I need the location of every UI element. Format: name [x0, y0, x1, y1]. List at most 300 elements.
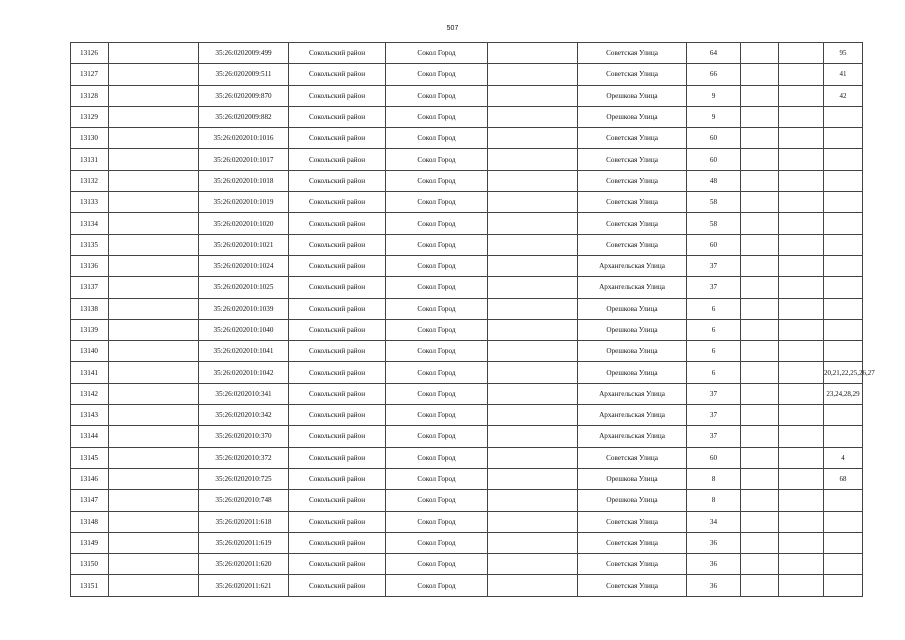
empty-cell	[779, 554, 824, 575]
street-cell: Орешкова Улица	[578, 298, 687, 319]
empty-cell	[488, 64, 578, 85]
row-number-cell: 13128	[71, 85, 109, 106]
apartment-cell	[824, 170, 863, 191]
house-number-cell: 34	[687, 511, 741, 532]
house-number-cell: 60	[687, 128, 741, 149]
apartment-cell: 42	[824, 85, 863, 106]
empty-cell	[741, 64, 779, 85]
row-number-cell: 13150	[71, 554, 109, 575]
row-number-cell: 13130	[71, 128, 109, 149]
city-cell: Сокол Город	[386, 341, 488, 362]
empty-cell	[779, 468, 824, 489]
empty-cell	[488, 277, 578, 298]
row-number-cell: 13140	[71, 341, 109, 362]
street-cell: Орешкова Улица	[578, 85, 687, 106]
empty-cell	[741, 447, 779, 468]
empty-cell	[779, 575, 824, 596]
table-row	[71, 532, 863, 553]
apartment-cell: 95	[824, 43, 863, 64]
cadastral-number-cell: 35:26:0202010:1016	[199, 128, 289, 149]
street-cell: Архангельская Улица	[578, 277, 687, 298]
house-number-cell: 64	[687, 43, 741, 64]
row-number-cell: 13136	[71, 255, 109, 276]
apartment-cell	[824, 319, 863, 340]
cadastral-number-cell: 35:26:0202009:870	[199, 85, 289, 106]
cadastral-number-cell: 35:26:0202011:621	[199, 575, 289, 596]
row-number-cell: 13137	[71, 277, 109, 298]
apartment-cell	[824, 511, 863, 532]
house-number-cell: 9	[687, 106, 741, 127]
empty-cell	[109, 554, 199, 575]
empty-cell	[488, 128, 578, 149]
house-number-cell: 6	[687, 319, 741, 340]
row-number-cell: 13145	[71, 447, 109, 468]
empty-cell	[488, 85, 578, 106]
house-number-cell: 37	[687, 277, 741, 298]
street-cell: Советская Улица	[578, 511, 687, 532]
city-cell: Сокол Город	[386, 468, 488, 489]
empty-cell	[779, 405, 824, 426]
house-number-cell: 36	[687, 554, 741, 575]
row-number-cell: 13126	[71, 43, 109, 64]
house-number-cell: 37	[687, 426, 741, 447]
empty-cell	[741, 149, 779, 170]
row-number-cell: 13132	[71, 170, 109, 191]
cadastral-number-cell: 35:26:0202010:342	[199, 405, 289, 426]
table-row	[71, 554, 863, 575]
street-cell: Советская Улица	[578, 64, 687, 85]
apartment-cell	[824, 575, 863, 596]
empty-cell	[779, 447, 824, 468]
district-cell: Сокольский район	[289, 255, 386, 276]
street-cell: Советская Улица	[578, 447, 687, 468]
empty-cell	[109, 511, 199, 532]
empty-cell	[741, 490, 779, 511]
city-cell: Сокол Город	[386, 362, 488, 383]
cadastral-number-cell: 35:26:0202010:370	[199, 426, 289, 447]
apartment-cell	[824, 490, 863, 511]
table-row	[71, 319, 863, 340]
district-cell: Сокольский район	[289, 362, 386, 383]
empty-cell	[109, 255, 199, 276]
district-cell: Сокольский район	[289, 490, 386, 511]
empty-cell	[741, 106, 779, 127]
table-row	[71, 511, 863, 532]
city-cell: Сокол Город	[386, 319, 488, 340]
district-cell: Сокольский район	[289, 192, 386, 213]
empty-cell	[109, 341, 199, 362]
city-cell: Сокол Город	[386, 298, 488, 319]
city-cell: Сокол Город	[386, 149, 488, 170]
table-row	[71, 255, 863, 276]
cadastral-number-cell: 35:26:0202010:1020	[199, 213, 289, 234]
empty-cell	[109, 213, 199, 234]
empty-cell	[779, 255, 824, 276]
empty-cell	[779, 85, 824, 106]
apartment-cell: 23,24,28,29	[824, 383, 863, 404]
empty-cell	[488, 255, 578, 276]
empty-cell	[741, 554, 779, 575]
house-number-cell: 37	[687, 255, 741, 276]
table-row	[71, 192, 863, 213]
city-cell: Сокол Город	[386, 43, 488, 64]
house-number-cell: 9	[687, 85, 741, 106]
table-row	[71, 170, 863, 191]
empty-cell	[741, 468, 779, 489]
city-cell: Сокол Город	[386, 106, 488, 127]
empty-cell	[779, 170, 824, 191]
district-cell: Сокольский район	[289, 128, 386, 149]
street-cell: Орешкова Улица	[578, 490, 687, 511]
street-cell: Советская Улица	[578, 43, 687, 64]
empty-cell	[779, 426, 824, 447]
street-cell: Советская Улица	[578, 149, 687, 170]
city-cell: Сокол Город	[386, 532, 488, 553]
street-cell: Архангельская Улица	[578, 426, 687, 447]
empty-cell	[741, 575, 779, 596]
table-row	[71, 383, 863, 404]
empty-cell	[741, 234, 779, 255]
apartment-cell: 4	[824, 447, 863, 468]
district-cell: Сокольский район	[289, 85, 386, 106]
cadastral-number-cell: 35:26:0202009:499	[199, 43, 289, 64]
cadastral-number-cell: 35:26:0202010:372	[199, 447, 289, 468]
house-number-cell: 36	[687, 575, 741, 596]
row-number-cell: 13149	[71, 532, 109, 553]
row-number-cell: 13127	[71, 64, 109, 85]
street-cell: Архангельская Улица	[578, 405, 687, 426]
cadastral-number-cell: 35:26:0202010:748	[199, 490, 289, 511]
row-number-cell: 13144	[71, 426, 109, 447]
empty-cell	[779, 106, 824, 127]
district-cell: Сокольский район	[289, 554, 386, 575]
table-row	[71, 362, 863, 383]
empty-cell	[109, 43, 199, 64]
district-cell: Сокольский район	[289, 426, 386, 447]
empty-cell	[109, 106, 199, 127]
empty-cell	[488, 490, 578, 511]
table-row	[71, 43, 863, 64]
empty-cell	[741, 362, 779, 383]
house-number-cell: 66	[687, 64, 741, 85]
row-number-cell: 13142	[71, 383, 109, 404]
street-cell: Советская Улица	[578, 213, 687, 234]
table-row	[71, 149, 863, 170]
empty-cell	[488, 575, 578, 596]
empty-cell	[779, 234, 824, 255]
empty-cell	[109, 575, 199, 596]
empty-cell	[741, 192, 779, 213]
cadastral-number-cell: 35:26:0202010:1024	[199, 255, 289, 276]
district-cell: Сокольский район	[289, 170, 386, 191]
district-cell: Сокольский район	[289, 213, 386, 234]
empty-cell	[488, 511, 578, 532]
empty-cell	[741, 319, 779, 340]
apartment-cell	[824, 405, 863, 426]
empty-cell	[109, 298, 199, 319]
empty-cell	[488, 447, 578, 468]
district-cell: Сокольский район	[289, 43, 386, 64]
apartment-cell	[824, 192, 863, 213]
cadastral-number-cell: 35:26:0202010:1040	[199, 319, 289, 340]
apartment-cell	[824, 255, 863, 276]
empty-cell	[488, 426, 578, 447]
empty-cell	[109, 362, 199, 383]
city-cell: Сокол Город	[386, 405, 488, 426]
apartment-cell	[824, 532, 863, 553]
house-number-cell: 6	[687, 362, 741, 383]
table-row	[71, 106, 863, 127]
city-cell: Сокол Город	[386, 511, 488, 532]
district-cell: Сокольский район	[289, 383, 386, 404]
empty-cell	[488, 234, 578, 255]
city-cell: Сокол Город	[386, 255, 488, 276]
empty-cell	[741, 341, 779, 362]
city-cell: Сокол Город	[386, 128, 488, 149]
cadastral-number-cell: 35:26:0202010:725	[199, 468, 289, 489]
city-cell: Сокол Город	[386, 575, 488, 596]
empty-cell	[488, 341, 578, 362]
empty-cell	[741, 277, 779, 298]
table-row	[71, 468, 863, 489]
apartment-cell	[824, 554, 863, 575]
cadastral-number-cell: 35:26:0202011:619	[199, 532, 289, 553]
district-cell: Сокольский район	[289, 532, 386, 553]
empty-cell	[109, 277, 199, 298]
empty-cell	[488, 192, 578, 213]
empty-cell	[779, 383, 824, 404]
city-cell: Сокол Город	[386, 234, 488, 255]
table-row	[71, 64, 863, 85]
apartment-cell	[824, 277, 863, 298]
row-number-cell: 13151	[71, 575, 109, 596]
empty-cell	[741, 213, 779, 234]
district-cell: Сокольский район	[289, 575, 386, 596]
district-cell: Сокольский район	[289, 319, 386, 340]
row-number-cell: 13133	[71, 192, 109, 213]
house-number-cell: 37	[687, 383, 741, 404]
empty-cell	[109, 149, 199, 170]
row-number-cell: 13135	[71, 234, 109, 255]
cadastral-number-cell: 35:26:0202010:341	[199, 383, 289, 404]
cadastral-number-cell: 35:26:0202010:1039	[199, 298, 289, 319]
row-number-cell: 13147	[71, 490, 109, 511]
street-cell: Орешкова Улица	[578, 319, 687, 340]
street-cell: Орешкова Улица	[578, 341, 687, 362]
street-cell: Орешкова Улица	[578, 468, 687, 489]
empty-cell	[779, 341, 824, 362]
empty-cell	[779, 149, 824, 170]
apartment-cell: 41	[824, 64, 863, 85]
house-number-cell: 60	[687, 234, 741, 255]
house-number-cell: 6	[687, 298, 741, 319]
house-number-cell: 60	[687, 149, 741, 170]
empty-cell	[741, 85, 779, 106]
city-cell: Сокол Город	[386, 64, 488, 85]
empty-cell	[488, 405, 578, 426]
district-cell: Сокольский район	[289, 234, 386, 255]
city-cell: Сокол Город	[386, 192, 488, 213]
district-cell: Сокольский район	[289, 149, 386, 170]
table-row	[71, 447, 863, 468]
district-cell: Сокольский район	[289, 106, 386, 127]
table-row	[71, 298, 863, 319]
house-number-cell: 36	[687, 532, 741, 553]
cadastral-number-cell: 35:26:0202009:511	[199, 64, 289, 85]
empty-cell	[741, 298, 779, 319]
row-number-cell: 13141	[71, 362, 109, 383]
table-row	[71, 128, 863, 149]
empty-cell	[109, 192, 199, 213]
empty-cell	[779, 298, 824, 319]
apartment-cell	[824, 128, 863, 149]
apartment-cell: 68	[824, 468, 863, 489]
empty-cell	[109, 490, 199, 511]
row-number-cell: 13138	[71, 298, 109, 319]
empty-cell	[488, 383, 578, 404]
house-number-cell: 48	[687, 170, 741, 191]
cadastral-number-cell: 35:26:0202010:1018	[199, 170, 289, 191]
house-number-cell: 58	[687, 192, 741, 213]
house-number-cell: 8	[687, 490, 741, 511]
cadastral-number-cell: 35:26:0202010:1019	[199, 192, 289, 213]
cadastral-number-cell: 35:26:0202010:1041	[199, 341, 289, 362]
empty-cell	[109, 170, 199, 191]
city-cell: Сокол Город	[386, 170, 488, 191]
empty-cell	[741, 532, 779, 553]
apartment-cell	[824, 213, 863, 234]
empty-cell	[488, 319, 578, 340]
empty-cell	[779, 532, 824, 553]
empty-cell	[109, 234, 199, 255]
empty-cell	[741, 405, 779, 426]
table-row	[71, 405, 863, 426]
empty-cell	[741, 426, 779, 447]
street-cell: Советская Улица	[578, 170, 687, 191]
empty-cell	[779, 43, 824, 64]
city-cell: Сокол Город	[386, 85, 488, 106]
cadastral-number-cell: 35:26:0202010:1025	[199, 277, 289, 298]
street-cell: Советская Улица	[578, 575, 687, 596]
house-number-cell: 6	[687, 341, 741, 362]
empty-cell	[109, 426, 199, 447]
empty-cell	[109, 468, 199, 489]
apartment-cell	[824, 149, 863, 170]
table-row	[71, 234, 863, 255]
cadastral-number-cell: 35:26:0202009:882	[199, 106, 289, 127]
row-number-cell: 13146	[71, 468, 109, 489]
district-cell: Сокольский район	[289, 447, 386, 468]
cadastral-number-cell: 35:26:0202010:1042	[199, 362, 289, 383]
city-cell: Сокол Город	[386, 383, 488, 404]
street-cell: Советская Улица	[578, 532, 687, 553]
apartment-cell	[824, 106, 863, 127]
street-cell: Советская Улица	[578, 192, 687, 213]
empty-cell	[109, 64, 199, 85]
district-cell: Сокольский район	[289, 64, 386, 85]
district-cell: Сокольский район	[289, 298, 386, 319]
apartment-cell	[824, 341, 863, 362]
street-cell: Советская Улица	[578, 554, 687, 575]
empty-cell	[779, 213, 824, 234]
table-row	[71, 575, 863, 596]
house-number-cell: 37	[687, 405, 741, 426]
district-cell: Сокольский район	[289, 277, 386, 298]
row-number-cell: 13131	[71, 149, 109, 170]
table-row	[71, 277, 863, 298]
empty-cell	[488, 532, 578, 553]
city-cell: Сокол Город	[386, 490, 488, 511]
empty-cell	[488, 554, 578, 575]
house-number-cell: 58	[687, 213, 741, 234]
registry-table	[70, 42, 875, 597]
empty-cell	[741, 43, 779, 64]
empty-cell	[779, 277, 824, 298]
table-row	[71, 85, 863, 106]
row-number-cell: 13143	[71, 405, 109, 426]
empty-cell	[488, 213, 578, 234]
table-row	[71, 213, 863, 234]
empty-cell	[741, 383, 779, 404]
row-number-cell: 13139	[71, 319, 109, 340]
cadastral-number-cell: 35:26:0202011:620	[199, 554, 289, 575]
empty-cell	[741, 170, 779, 191]
street-cell: Орешкова Улица	[578, 362, 687, 383]
table-row	[71, 341, 863, 362]
empty-cell	[109, 447, 199, 468]
empty-cell	[779, 319, 824, 340]
cadastral-number-cell: 35:26:0202010:1021	[199, 234, 289, 255]
empty-cell	[488, 298, 578, 319]
district-cell: Сокольский район	[289, 405, 386, 426]
apartment-cell	[824, 234, 863, 255]
city-cell: Сокол Город	[386, 426, 488, 447]
district-cell: Сокольский район	[289, 468, 386, 489]
empty-cell	[109, 319, 199, 340]
empty-cell	[779, 362, 824, 383]
empty-cell	[488, 149, 578, 170]
cadastral-number-cell: 35:26:0202010:1017	[199, 149, 289, 170]
apartment-cell	[824, 426, 863, 447]
city-cell: Сокол Город	[386, 277, 488, 298]
empty-cell	[488, 468, 578, 489]
empty-cell	[779, 192, 824, 213]
empty-cell	[779, 490, 824, 511]
street-cell: Архангельская Улица	[578, 383, 687, 404]
empty-cell	[109, 128, 199, 149]
page-number: 507	[446, 25, 459, 32]
house-number-cell: 60	[687, 447, 741, 468]
empty-cell	[109, 405, 199, 426]
table-row	[71, 490, 863, 511]
empty-cell	[779, 511, 824, 532]
row-number-cell: 13134	[71, 213, 109, 234]
city-cell: Сокол Город	[386, 554, 488, 575]
empty-cell	[488, 170, 578, 191]
cadastral-number-cell: 35:26:0202011:618	[199, 511, 289, 532]
house-number-cell: 8	[687, 468, 741, 489]
row-number-cell: 13148	[71, 511, 109, 532]
row-number-cell: 13129	[71, 106, 109, 127]
street-cell: Советская Улица	[578, 128, 687, 149]
empty-cell	[109, 85, 199, 106]
empty-cell	[741, 511, 779, 532]
empty-cell	[488, 362, 578, 383]
table-row	[71, 426, 863, 447]
city-cell: Сокол Город	[386, 213, 488, 234]
city-cell: Сокол Город	[386, 447, 488, 468]
apartment-cell	[824, 298, 863, 319]
